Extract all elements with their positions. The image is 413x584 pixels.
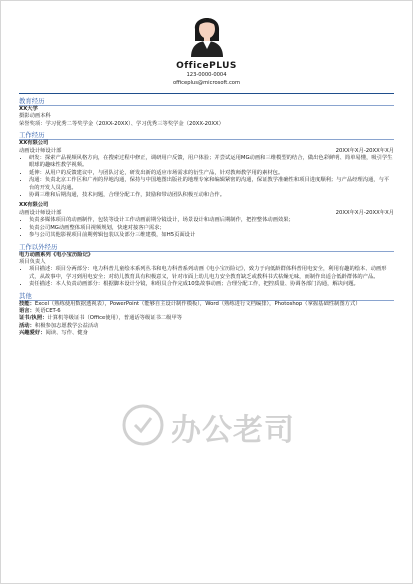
- line-label: 兴趣爱好：: [19, 330, 46, 337]
- line-label: 语言：: [19, 307, 35, 314]
- line-label: 技能：: [19, 300, 35, 307]
- list-item: • 负责公司MG动画整体项目视频规划，快速对接客户需求；: [29, 225, 394, 232]
- candidate-name: OfficePLUS: [176, 61, 237, 71]
- line-label: 活动：: [19, 322, 35, 329]
- job-date: 20XX年X月-20XX年X月: [335, 209, 394, 216]
- company-name: XX有限公司: [19, 140, 49, 147]
- section-divider: [19, 251, 394, 252]
- company-name: XX有限公司: [19, 202, 49, 209]
- phone-number: 123-0000-0004: [186, 72, 227, 78]
- header-divider: [19, 93, 394, 94]
- job-bullets: [19, 217, 394, 239]
- resume-header: [1, 1, 412, 87]
- line-value: 积极参加志愿教学公益活动: [34, 322, 99, 329]
- extra-section: [19, 243, 394, 289]
- list-item: • 参与公司其他影视项目前期剪辑包装以及部分三维建模，如H5页面设计: [29, 232, 394, 239]
- education-section: [19, 97, 394, 128]
- other-section: [19, 292, 394, 338]
- watermark: [121, 403, 301, 447]
- project-position: 项目负责人: [19, 258, 46, 265]
- list-item: • 负责多媒体项目的动画制作，包装等设计工作动画前期分镜设计，场景设计和动画后期制作，把控整体动画效果；: [29, 217, 394, 224]
- line-value: 英语CET-6: [34, 307, 61, 314]
- section-title: 教育经历: [19, 97, 45, 105]
- line-value: 阅读、写作、健身: [45, 330, 88, 337]
- section-divider: [19, 300, 394, 301]
- project-title: 电力动画系列《电小宝历险记》: [19, 251, 94, 258]
- line-value: Excel（熟练使用数据透视表），PowerPoint（能够自主设计制作模板），Word（熟练进行文档编排），Photoshop（掌握基础性制图方式）: [34, 300, 361, 307]
- list-item: • 沟通：负责北京工作区和广州的异地沟通，保持与中国地图出版社的地理专家和编辑紧密的沟通，保证教学准确性和项目进度顺利；与产品经理沟通，与平台的开发人员沟通。: [29, 177, 394, 192]
- section-title: 工作经历: [19, 131, 45, 140]
- avatar: [185, 9, 229, 57]
- list-item: • 延伸：从用户的反馈建议中，与团队讨论，研发出新的适应市场需求的衍生产品，针对教师教学用的素材包。: [29, 170, 394, 177]
- list-item: • 研发：探索产品视频风格方向，在搜索过程中修正，调研用户反馈，用户体验；并尝试运用MG动画和三维模型的结合，做出色彩鲜明、简单易懂，吸引学生眼球的趣味性教学视频。: [29, 155, 394, 170]
- hobby-line: [19, 330, 394, 337]
- list-item: • 项目描述：项目分两部分：电力科普儿童绘本系列丛书和电力科普系列动画《电小宝历险记》，致力于向低龄群体科普用电安全，利用有趣的绘本、动画形式，从故事中，学习到用电安全；对幼儿教育具有积极意义，针对市面上幼儿电力安全教育缺乏或教科书式枯燥无味，而制作出适合低龄群体的产品。: [29, 266, 394, 281]
- list-item: • 责任描述：本人负责动画部分：根据脚本设计分镜，和组员合作完成10集故事动画；合理分配工作，把控质量、协调各部门沟通，解决问题。: [29, 281, 394, 288]
- school-name: XX大学: [19, 106, 38, 112]
- section-divider: [19, 105, 394, 106]
- job-role: 动画设计师设计部: [19, 147, 62, 154]
- major: 摄影动画本科: [19, 113, 51, 120]
- list-item: • 协调三维和后期沟通，技术问题，合理分配工作，鼓励和带动团队积极互动和合作。: [29, 192, 394, 199]
- job-entry: [19, 202, 394, 239]
- job-date: 20XX年X月-20XX年X月: [335, 147, 394, 154]
- job-role: 动画设计师设计部: [19, 209, 62, 216]
- job-entry: [19, 140, 394, 199]
- watermark-logo-icon: [121, 403, 165, 447]
- section-title: 工作以外经历: [19, 242, 58, 251]
- watermark-text: 办公老司: [171, 413, 295, 448]
- section-divider: [19, 139, 394, 140]
- skills-line: [19, 301, 394, 308]
- job-bullets: [19, 155, 394, 199]
- honors: 荣誉奖项：学习优秀二等奖学金（20XX-20XX）、学习优秀三等奖学金（20XX-20XX）: [19, 120, 224, 127]
- email-address: officeplus@microsoft.com: [172, 80, 241, 86]
- section-title: 其他: [19, 291, 32, 300]
- line-label: 证书/执照：: [19, 315, 48, 322]
- line-value: 计算机等级证书（Office使用），普通话等级证书二级甲等: [47, 315, 183, 322]
- project-bullets: [19, 266, 394, 288]
- work-section: [19, 131, 394, 239]
- certificate-line: [19, 315, 394, 322]
